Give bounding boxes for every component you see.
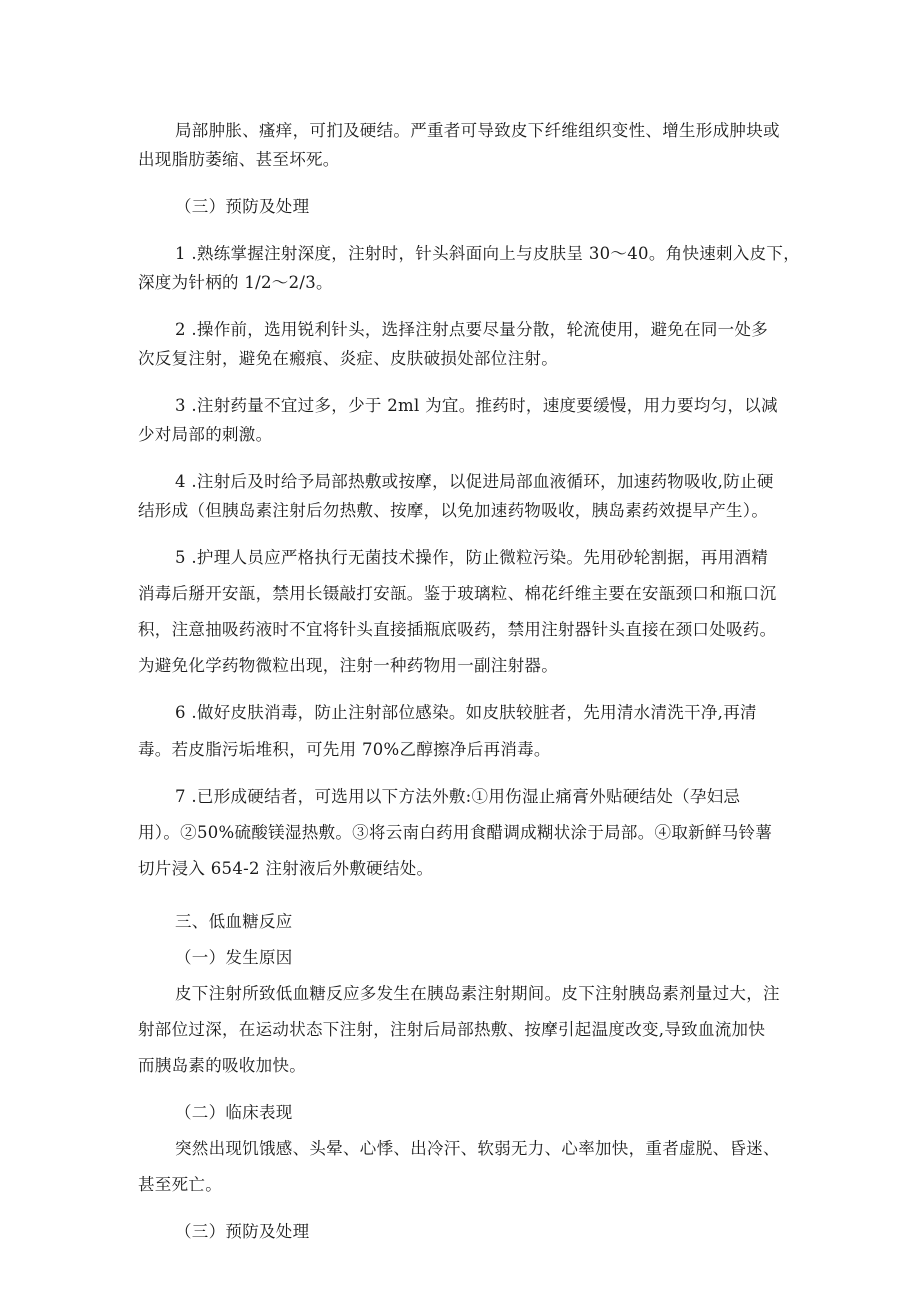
- paragraph-line: 结形成（但胰岛素注射后勿热敷、按摩，以免加速药物吸收，胰岛素药效提早产生）。: [138, 501, 769, 520]
- paragraph-line: 局部肿胀、瘙痒，可扪及硬结。严重者可导致皮下纤维组织变性、增生形成肿块或: [175, 121, 780, 140]
- list-item-3: 3 .注射药量不宜过多，少于 2ml 为宜。推药时，速度要缓慢，用力要均匀，以减: [175, 396, 778, 415]
- paragraph-line: 毒。若皮脂污垢堆积，可先用 70%乙醇擦净后再消毒。: [138, 740, 551, 759]
- paragraph-line: 出现脂肪萎缩、甚至坏死。: [138, 150, 340, 169]
- paragraph-line: 皮下注射所致低血糖反应多发生在胰岛素注射期间。皮下注射胰岛素剂量过大，注: [175, 984, 780, 1003]
- list-item-4: 4 .注射后及时给予局部热敷或按摩，以促进局部血液循环，加速药物吸收,防止硬: [175, 472, 774, 491]
- paragraph-line: 次反复注射，避免在瘢痕、炎症、皮肤破损处部位注射。: [138, 349, 558, 368]
- list-item-5: 5 .护理人员应严格执行无菌技术操作，防止微粒污染。先用砂轮割据，再用酒精: [175, 548, 769, 567]
- paragraph-line: 甚至死亡。: [138, 1175, 222, 1194]
- paragraph-line: 积，注意抽吸药液时不宜将针头直接插瓶底吸药，禁用注射器针头直接在颈口处吸药。: [138, 620, 777, 639]
- paragraph-line: 射部位过深，在运动状态下注射，注射后局部热敷、按摩引起温度改变,导致血流加快: [138, 1020, 766, 1039]
- paragraph-line: 为避免化学药物微粒出现，注射一种药物用一副注射器。: [138, 656, 558, 675]
- list-item-6: 6 .做好皮肤消毒，防止注射部位感染。如皮肤较脏者，先用清水清洗干净,再清: [175, 703, 757, 722]
- paragraph-line: 消毒后掰开安瓿，禁用长镊敲打安瓿。鉴于玻璃粒、棉花纤维主要在安瓿颈口和瓶口沉: [138, 584, 777, 603]
- list-item-1: 1 .熟练掌握注射深度，注射时，针头斜面向上与皮肤呈 30～40。角快速刺入皮下，: [175, 244, 801, 263]
- subsection-heading: （一）发生原因: [175, 948, 293, 967]
- list-item-2: 2 .操作前，选用锐利针头，选择注射点要尽量分散，轮流使用，避免在同一处多: [175, 320, 769, 339]
- paragraph-line: 突然出现饥饿感、头晕、心悸、出冷汗、软弱无力、心率加快，重者虚脱、昏迷、: [175, 1139, 780, 1158]
- paragraph-line: 深度为针柄的 1/2～2/3。: [138, 273, 333, 292]
- paragraph-line: 切片浸入 654-2 注射液后外敷硬结处。: [138, 859, 434, 878]
- paragraph-line: 用）。②50%硫酸镁湿热敷。③将云南白药用食醋调成糊状涂于局部。④取新鲜马铃薯: [138, 823, 773, 842]
- paragraph-line: 少对局部的刺激。: [138, 425, 273, 444]
- subsection-heading: （二）临床表现: [175, 1103, 293, 1122]
- paragraph-line: 而胰岛素的吸收加快。: [138, 1056, 306, 1075]
- subsection-heading: （三）预防及处理: [175, 197, 310, 216]
- list-item-7: 7 .已形成硬结者，可选用以下方法外敷:①用伤湿止痛膏外贴硬结处（孕妇忌: [175, 787, 741, 806]
- section-heading: 三、低血糖反应: [175, 912, 293, 931]
- subsection-heading: （三）预防及处理: [175, 1222, 310, 1241]
